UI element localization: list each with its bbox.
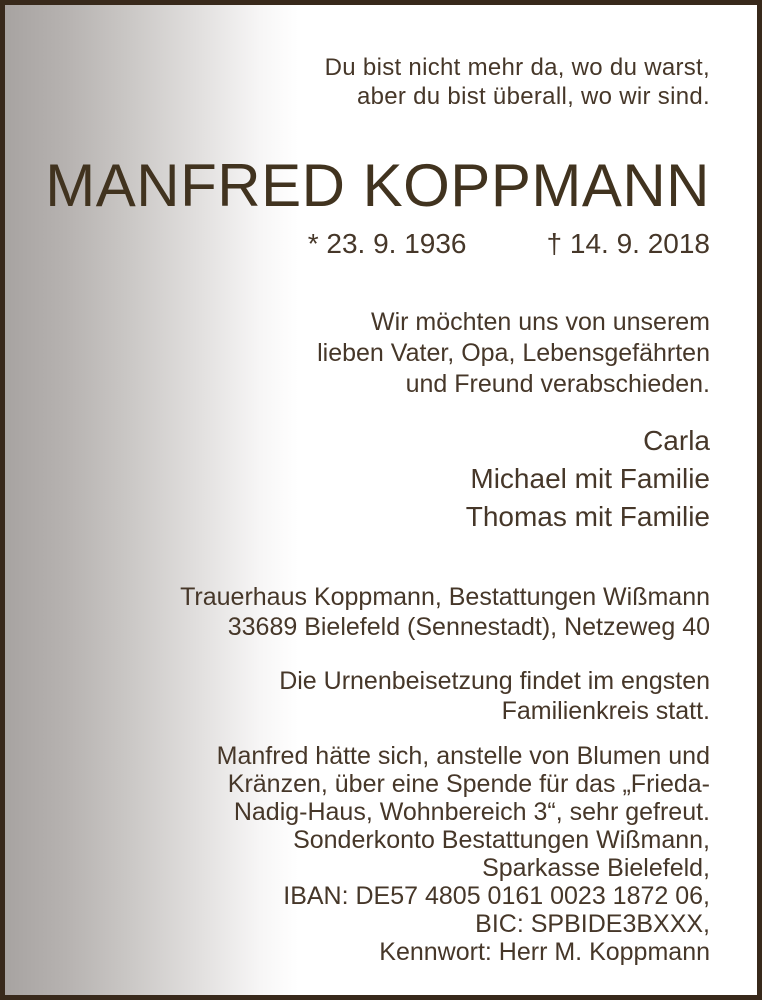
donation-line: Sparkasse Bielefeld, [482,854,710,882]
mourner-name: Thomas mit Familie [465,501,710,532]
quote-line: aber du bist überall, wo wir sind. [356,83,710,110]
burial-info [45,666,710,726]
mourners-list [45,422,710,536]
donation-line: Sonderkonto Bestattungen Wißmann, [293,826,710,854]
burial-line: Die Urnenbeisetzung findet im engsten [279,667,710,695]
mourner-name: Carla [643,425,710,456]
funeral-home-address [45,582,710,642]
deceased-name: MANFRED KOPPMANN [45,152,710,219]
birth-date: * 23. 9. 1936 [307,228,467,259]
funeral-home-line: Trauerhaus Koppmann, Bestattungen Wißmann [180,583,710,611]
notice-content [5,53,757,1000]
burial-line: Familienkreis statt. [501,697,710,725]
death-date: † 14. 9. 2018 [546,228,710,259]
farewell-line: lieben Vater, Opa, Lebensgefährten [317,339,710,367]
donation-keyword: Kennwort: Herr M. Koppmann [379,938,710,966]
farewell-line: und Freund verabschieden. [405,370,710,398]
life-dates [45,227,710,261]
mourner-name: Michael mit Familie [470,463,710,494]
donation-line: Kränzen, über eine Spende für das „Frieda- [227,770,710,798]
donation-iban: IBAN: DE57 4805 0161 0023 1872 06, [283,882,710,910]
donation-bic: BIC: SPBIDE3BXXX, [475,910,710,938]
donation-line: Nadig-Haus, Wohnbereich 3“, sehr gefreut. [233,798,710,826]
epitaph-quote [45,53,710,111]
farewell-text [45,307,710,400]
quote-line: Du bist nicht mehr da, wo du warst, [324,54,710,81]
farewell-line: Wir möchten uns von unserem [370,308,710,336]
donation-info [45,742,710,966]
funeral-home-line: 33689 Bielefeld (Sennestadt), Netzeweg 40 [227,613,710,641]
donation-line: Manfred hätte sich, anstelle von Blumen und [216,742,710,770]
